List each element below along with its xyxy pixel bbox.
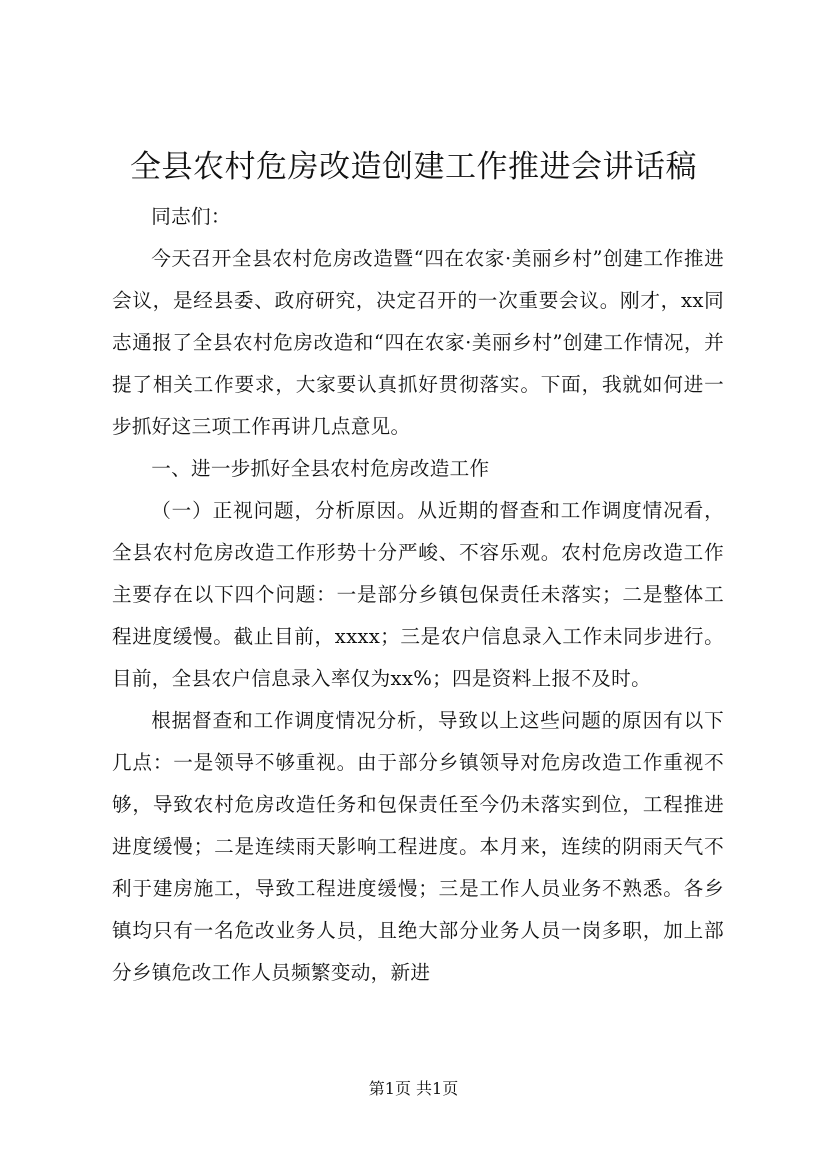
problems-paragraph: （一）正视问题，分析原因。从近期的督查和工作调度情况看，全县农村危房改造工作形势十分严峻、不容乐观。农村危房改造工作主要存在以下四个问题：一是部分乡镇包保责任未落实；二是整体工程进度缓慢。截止目前，xxxx；三是农户信息录入工作未同步进行。目前，全县农户信息录入率仅为xx%；四是资料上报不及时。 [112, 499, 724, 690]
salutation-paragraph: 同志们： [151, 205, 231, 228]
intro-paragraph: 今天召开全县农村危房改造暨“四在农家·美丽乡村”创建工作推进会议，是经县委、政府研究，决定召开的一次重要会议。刚才，xx同志通报了全县农村危房改造和“四在农家·美丽乡村”创建工作情况，并提了相关工作要求，大家要认真抓好贯彻落实。下面，我就如何进一步抓好这三项工作再讲几点意见。 [112, 247, 724, 438]
section-heading: 一、进一步抓好全县农村危房改造工作 [151, 457, 490, 480]
causes-paragraph: 根据督查和工作调度情况分析，导致以上这些问题的原因有以下几点：一是领导不够重视。由于部分乡镇领导对危房改造工作重视不够，导致农村危房改造任务和包保责任至今仍未落实到位，工程推进进度缓慢；二是连续雨天影响工程进度。本月来，连续的阴雨天气不利于建房施工，导致工程进度缓慢；三是工作人员业务不熟悉。各乡镇均只有一名危改业务人员，且绝大部分业务人员一岗多职，加上部分乡镇危改工作人员频繁变动，新进 [112, 709, 724, 984]
document-body [112, 196, 724, 994]
page-footer: 第1页 共1页 [368, 1079, 459, 1098]
document-title: 全县农村危房改造创建工作推进会讲话稿 [130, 149, 697, 185]
